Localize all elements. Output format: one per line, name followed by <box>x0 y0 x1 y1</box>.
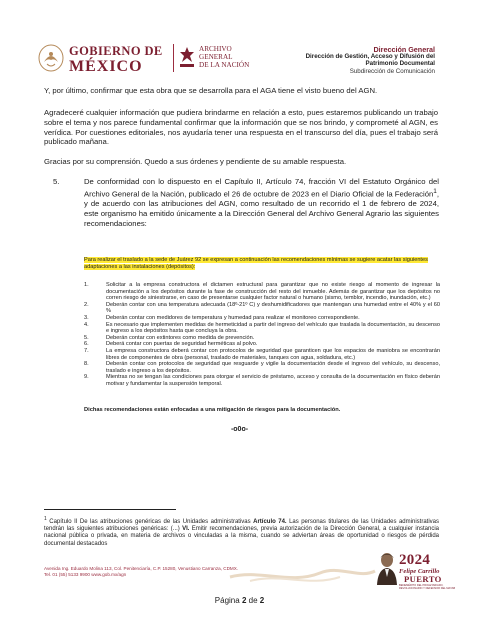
department-block <box>306 46 435 75</box>
department-title: Dirección General <box>373 45 435 54</box>
page-of: de <box>246 596 260 605</box>
page-label: Página <box>214 596 242 605</box>
list-item-number: 5. <box>84 334 89 341</box>
paragraph-1: Y, por último, confirmar que esta obra que se desarrolla para el AGA tiene el visto bueno del AGN. <box>44 86 378 95</box>
footnote-rule <box>44 509 176 510</box>
agn-name-line3: DE LA NACIÓN <box>199 61 250 69</box>
contact-line: Tel. 01 (55) 5133 9900 www.gob.mx/agn <box>44 571 127 577</box>
footnote <box>44 516 439 548</box>
recommendations-list <box>84 282 440 388</box>
list-item-text: Deberán contar con protocolos de seguridad que resguarde y vigile la documentación desde el ingreso del vehículo, su descenso, traslado e ingreso a los depósitos. <box>106 361 440 374</box>
list-item-number: 7. <box>84 347 89 354</box>
list-item <box>84 302 440 315</box>
list-item <box>84 315 440 322</box>
agn-logo-icon <box>178 45 196 69</box>
emblem-surname: PUERTO <box>404 574 442 584</box>
list-item-number: 9. <box>84 374 89 381</box>
item-text-a: De conformidad con lo dispuesto en el Capítulo II, Artículo 74, fracción VI del Estatuto Orgánico del Archivo General de la Nación, publicado el 26 de octubre de 2023 en el Diario Oficial de la Federación <box>84 177 439 199</box>
coat-of-arms-icon <box>38 44 64 72</box>
footnote-number: 1 <box>44 516 47 522</box>
department-direction: Dirección de Gestión, Acceso y Difusión del <box>305 53 435 61</box>
item-text-b: , y de acuerdo con las atribuciones del AGN, como resultado de un recorrido el 1 de febrero de 2024, este organismo ha emitido únicamente a la Dirección General del Archivo General Agrario las siguientes recomendaciones: <box>84 189 439 228</box>
list-item-text: Solicitar a la empresa constructora el dictamen estructural para garantizar que no existe riesgo al momento de ingresar la documentación a los depósitos durante la fase de construcción del resto del inmueble. Además de garantizar que los depósitos no corren riesgo de siniestrarse, en caso de presentarse cualquier factor natural o humano (sismo, temblor, incendio, inundación, etc.) <box>106 282 440 302</box>
department-direction-cont: Patrimonio Documental <box>365 60 435 68</box>
list-item-text: Deberán contar con medidores de temperatura y humedad para realizar el monitoreo correspondiente. <box>106 314 360 321</box>
page-number <box>0 596 479 605</box>
list-item <box>84 282 440 302</box>
footnote-mid: Las personas titulares de las Unidades administrativas tendrán las siguientes atribuciones genéricas: (...) <box>44 519 439 533</box>
footnote-fraction: VI. <box>182 526 190 533</box>
list-item-text: La empresa constructora deberá contar con protocolos de seguridad que garanticen que los espacios de maniobra se encontrarán libres de componentes de obra (personal, traslado de materiales, tanques con agua, soldadura, etc.) <box>106 347 440 361</box>
footnote-post: Emitir recomendaciones, previa autorización de la Dirección General, a cualquier instancia nacional pública o privada, en materia de archivos o vinculadas a la misma, cuando se adviertan áreas de oportunidad o riesgos de pérdida documental destacados <box>44 526 440 547</box>
list-item-number: 1. <box>84 282 89 288</box>
emblem-name: Felipe Carrillo <box>399 568 440 575</box>
list-item <box>84 374 440 387</box>
paragraph-3: Gracias por su comprensión. Quedo a sus órdenes y pendiente de su amable respuesta. <box>44 157 347 166</box>
mexico-title: MÉXICO <box>69 58 143 75</box>
list-item-text: Deberá contar con puertas de seguridad herméticas al polvo. <box>106 341 258 348</box>
list-item <box>84 348 440 361</box>
highlighted-intro: Para realizar el traslado a la sede de Juárez 92 se expresan a continuación las recomendaciones mínimas se sugiere acatar las siguientes adaptaciones a las instalaciones (depósitos): <box>84 257 428 270</box>
list-item <box>84 335 440 342</box>
list-item-text: Mientras no se tengan las condiciones para otorgar el servicio de préstamo, acceso y consulta de la documentación en físico deberán motivar y fundamentar la suspensión temporal. <box>106 374 440 387</box>
recommendations-closing: Dichas recomendaciones están enfocadas a una mitigación de riesgos para la documentación. <box>84 407 341 413</box>
footnote-article: Artículo 74. <box>253 519 287 525</box>
paragraph-2: Agradeceré cualquier información que pudiera brindarme en relación a esto, pues estaremos publicando un trabajo sobre el tema y nos parece fundamental confirmar que la información que se nos brindo, y comprometé al AGN, es verídica. Por cuestiones editoriales, nos ayudaría tener una respuesta en el transcurso del día, pues el trabajo será publicado mañana. <box>44 108 438 147</box>
year-emblem: 2024 <box>399 552 431 568</box>
list-item-number: 6. <box>84 341 89 348</box>
list-item <box>84 361 440 374</box>
address-line: Avenida Ing. Eduardo Molina 113, Col. Penitenciaría, C.P. 15280, Venustiano Carranza, CDMX. <box>44 566 239 571</box>
list-item-number: 2. <box>84 301 89 308</box>
agn-name-line2: GENERAL <box>199 53 233 61</box>
header-divider <box>173 44 174 72</box>
item-text <box>84 177 439 229</box>
list-item-number: 8. <box>84 361 89 368</box>
section-separator: -o0o- <box>230 426 249 433</box>
page-header <box>0 0 479 80</box>
department-subdirection: Subdirección de Comunicación <box>349 67 435 75</box>
list-item-text: Es necesario que implementen medidas de hermeticidad a partir del ingreso del vehículo que traslada la documentación, su descenso e ingreso a los depósitos hasta que concluya la obra. <box>106 321 440 335</box>
recommendations-intro <box>84 257 440 270</box>
numbered-item-5 <box>53 177 439 229</box>
emblem-tagline: BENEMÉRITO DEL PROLETARIADO, REVOLUCIONARIO Y DEFENSOR DEL MAYAB <box>399 584 456 590</box>
footnote-ref[interactable]: 1 <box>433 187 437 195</box>
agn-name <box>199 45 249 69</box>
portrait-icon <box>376 551 398 585</box>
footer-address <box>44 566 238 577</box>
list-item <box>84 322 440 335</box>
page-current: 2 <box>241 596 247 605</box>
list-item-number: 3. <box>84 314 89 321</box>
page-total: 2 <box>259 596 265 605</box>
item-number: 5. <box>53 177 60 186</box>
list-item-text: Deberán contar con extintores como medida de prevención. <box>106 334 255 341</box>
list-item-number: 4. <box>84 321 89 328</box>
list-item <box>84 341 440 348</box>
agn-name-line1: ARCHIVO <box>199 45 232 53</box>
list-item-text: Deberán contar con una temperatura adecuada (18º-21º C) y deshumidificadores que mantengan una humedad entre el 40% y el 60 % <box>106 301 440 315</box>
gobierno-title: GOBIERNO DE <box>69 44 163 58</box>
footnote-pre: Capítulo II De las atribuciones genéricas de las Unidades administrativas <box>46 519 254 525</box>
